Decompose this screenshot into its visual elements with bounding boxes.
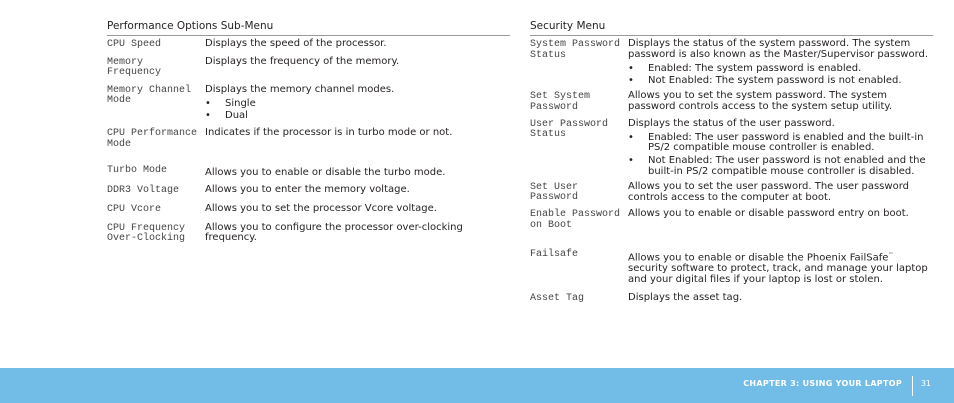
option-turbo-mode xyxy=(107,165,510,179)
option-desc: Allows you to set the processor Vcore voltage. xyxy=(205,202,437,214)
option-term: DDR3 Voltage xyxy=(107,184,180,196)
option-term: Set System Password xyxy=(530,91,591,113)
option-set-system-password xyxy=(530,91,933,113)
option-asset-tag xyxy=(530,293,933,304)
option-desc: Allows you to enter the memory voltage. xyxy=(205,183,410,195)
option-term: CPU Vcore xyxy=(107,203,162,215)
option-set-user-password xyxy=(530,182,933,204)
bullet-item: • Enabled: The system password is enabled. xyxy=(628,64,933,75)
option-desc: Displays the frequency of the memory. xyxy=(205,55,400,67)
section-title: Security Menu xyxy=(530,20,933,36)
option-desc: Displays the asset tag. xyxy=(628,292,743,304)
page-footer xyxy=(0,368,954,403)
trademark-mark: ™ xyxy=(888,252,894,259)
option-cpu-speed xyxy=(107,39,510,50)
option-term: Turbo Mode xyxy=(107,165,168,177)
option-term: Asset Tag xyxy=(530,293,585,305)
option-desc: Allows you to enable or disable password entry on boot. xyxy=(628,208,909,220)
option-term: Set User Password xyxy=(530,181,579,204)
option-desc: Displays the status of the system password. The system password is also known as the Master/Supervisor password. xyxy=(628,38,929,60)
option-cpu-performance-mode xyxy=(107,128,510,162)
bullet-item: • Single xyxy=(205,99,510,110)
option-system-password-status xyxy=(530,39,933,87)
footer-divider xyxy=(912,376,913,396)
option-desc: Allows you to enable or disable the turbo mode. xyxy=(205,167,446,179)
bullet-item: • Enabled: The user password is enabled and the built-in PS/2 compatible mouse controller is enabled. xyxy=(628,133,933,155)
option-memory-channel-mode xyxy=(107,85,510,122)
option-desc: Displays the speed of the processor. xyxy=(205,38,387,49)
option-desc-block xyxy=(628,119,933,178)
option-cpu-frequency-over-clocking xyxy=(107,223,510,267)
bullet-list xyxy=(628,133,933,178)
option-term: CPU Speed xyxy=(107,39,162,50)
option-cpu-vcore xyxy=(107,204,510,215)
option-enable-password-on-boot xyxy=(530,209,933,243)
chapter-title: CHAPTER 3: USING YOUR LAPTOP xyxy=(743,379,902,388)
bullet-list xyxy=(628,64,933,88)
section-title: Performance Options Sub-Menu xyxy=(107,20,510,36)
option-desc: Indicates if the processor is in turbo mode or not. xyxy=(205,127,453,139)
option-term: Enable Password on Boot xyxy=(530,209,621,231)
option-term: Memory Channel Mode xyxy=(107,84,192,107)
bullet-item: • Not Enabled: The system password is not enabled. xyxy=(628,76,933,87)
option-failsafe xyxy=(530,250,933,286)
performance-options-section xyxy=(107,20,510,267)
bullet-item: • Dual xyxy=(205,111,510,122)
option-term: System Password Status xyxy=(530,39,621,61)
option-desc-part: Allows you to enable or disable the Phoenix FailSafe xyxy=(628,252,889,264)
option-term: CPU Frequency Over-Clocking xyxy=(107,222,186,245)
option-ddr3-voltage xyxy=(107,185,510,196)
option-desc: Allows you to configure the processor over-clocking frequency. xyxy=(205,221,463,244)
bullet-list xyxy=(205,99,510,123)
option-desc-block xyxy=(628,39,933,87)
option-desc-part: security software to protect, track, and manage your laptop and your digital files if your laptop is lost or stolen. xyxy=(628,263,928,286)
option-desc: Allows you to set the system password. The system password controls access to the system setup utility. xyxy=(628,90,893,112)
option-term: CPU Performance Mode xyxy=(107,128,198,150)
option-desc: Allows you to set the user password. The user password controls access to the computer at boot. xyxy=(628,180,909,203)
option-desc xyxy=(628,250,933,286)
option-term: Memory Frequency xyxy=(107,56,162,79)
option-term: User Password Status xyxy=(530,118,609,141)
option-desc: Displays the memory channel modes. xyxy=(205,83,395,95)
option-memory-frequency xyxy=(107,57,510,79)
bullet-item: • Not Enabled: The user password is not enabled and the built-in PS/2 compatible mouse controller is disabled. xyxy=(628,156,933,178)
option-term: Failsafe xyxy=(530,249,579,261)
page-number: 31 xyxy=(920,379,931,388)
option-desc-block xyxy=(205,85,510,122)
security-menu-section xyxy=(530,20,933,304)
option-desc: Displays the status of the user password. xyxy=(628,117,835,129)
option-user-password-status xyxy=(530,119,933,178)
